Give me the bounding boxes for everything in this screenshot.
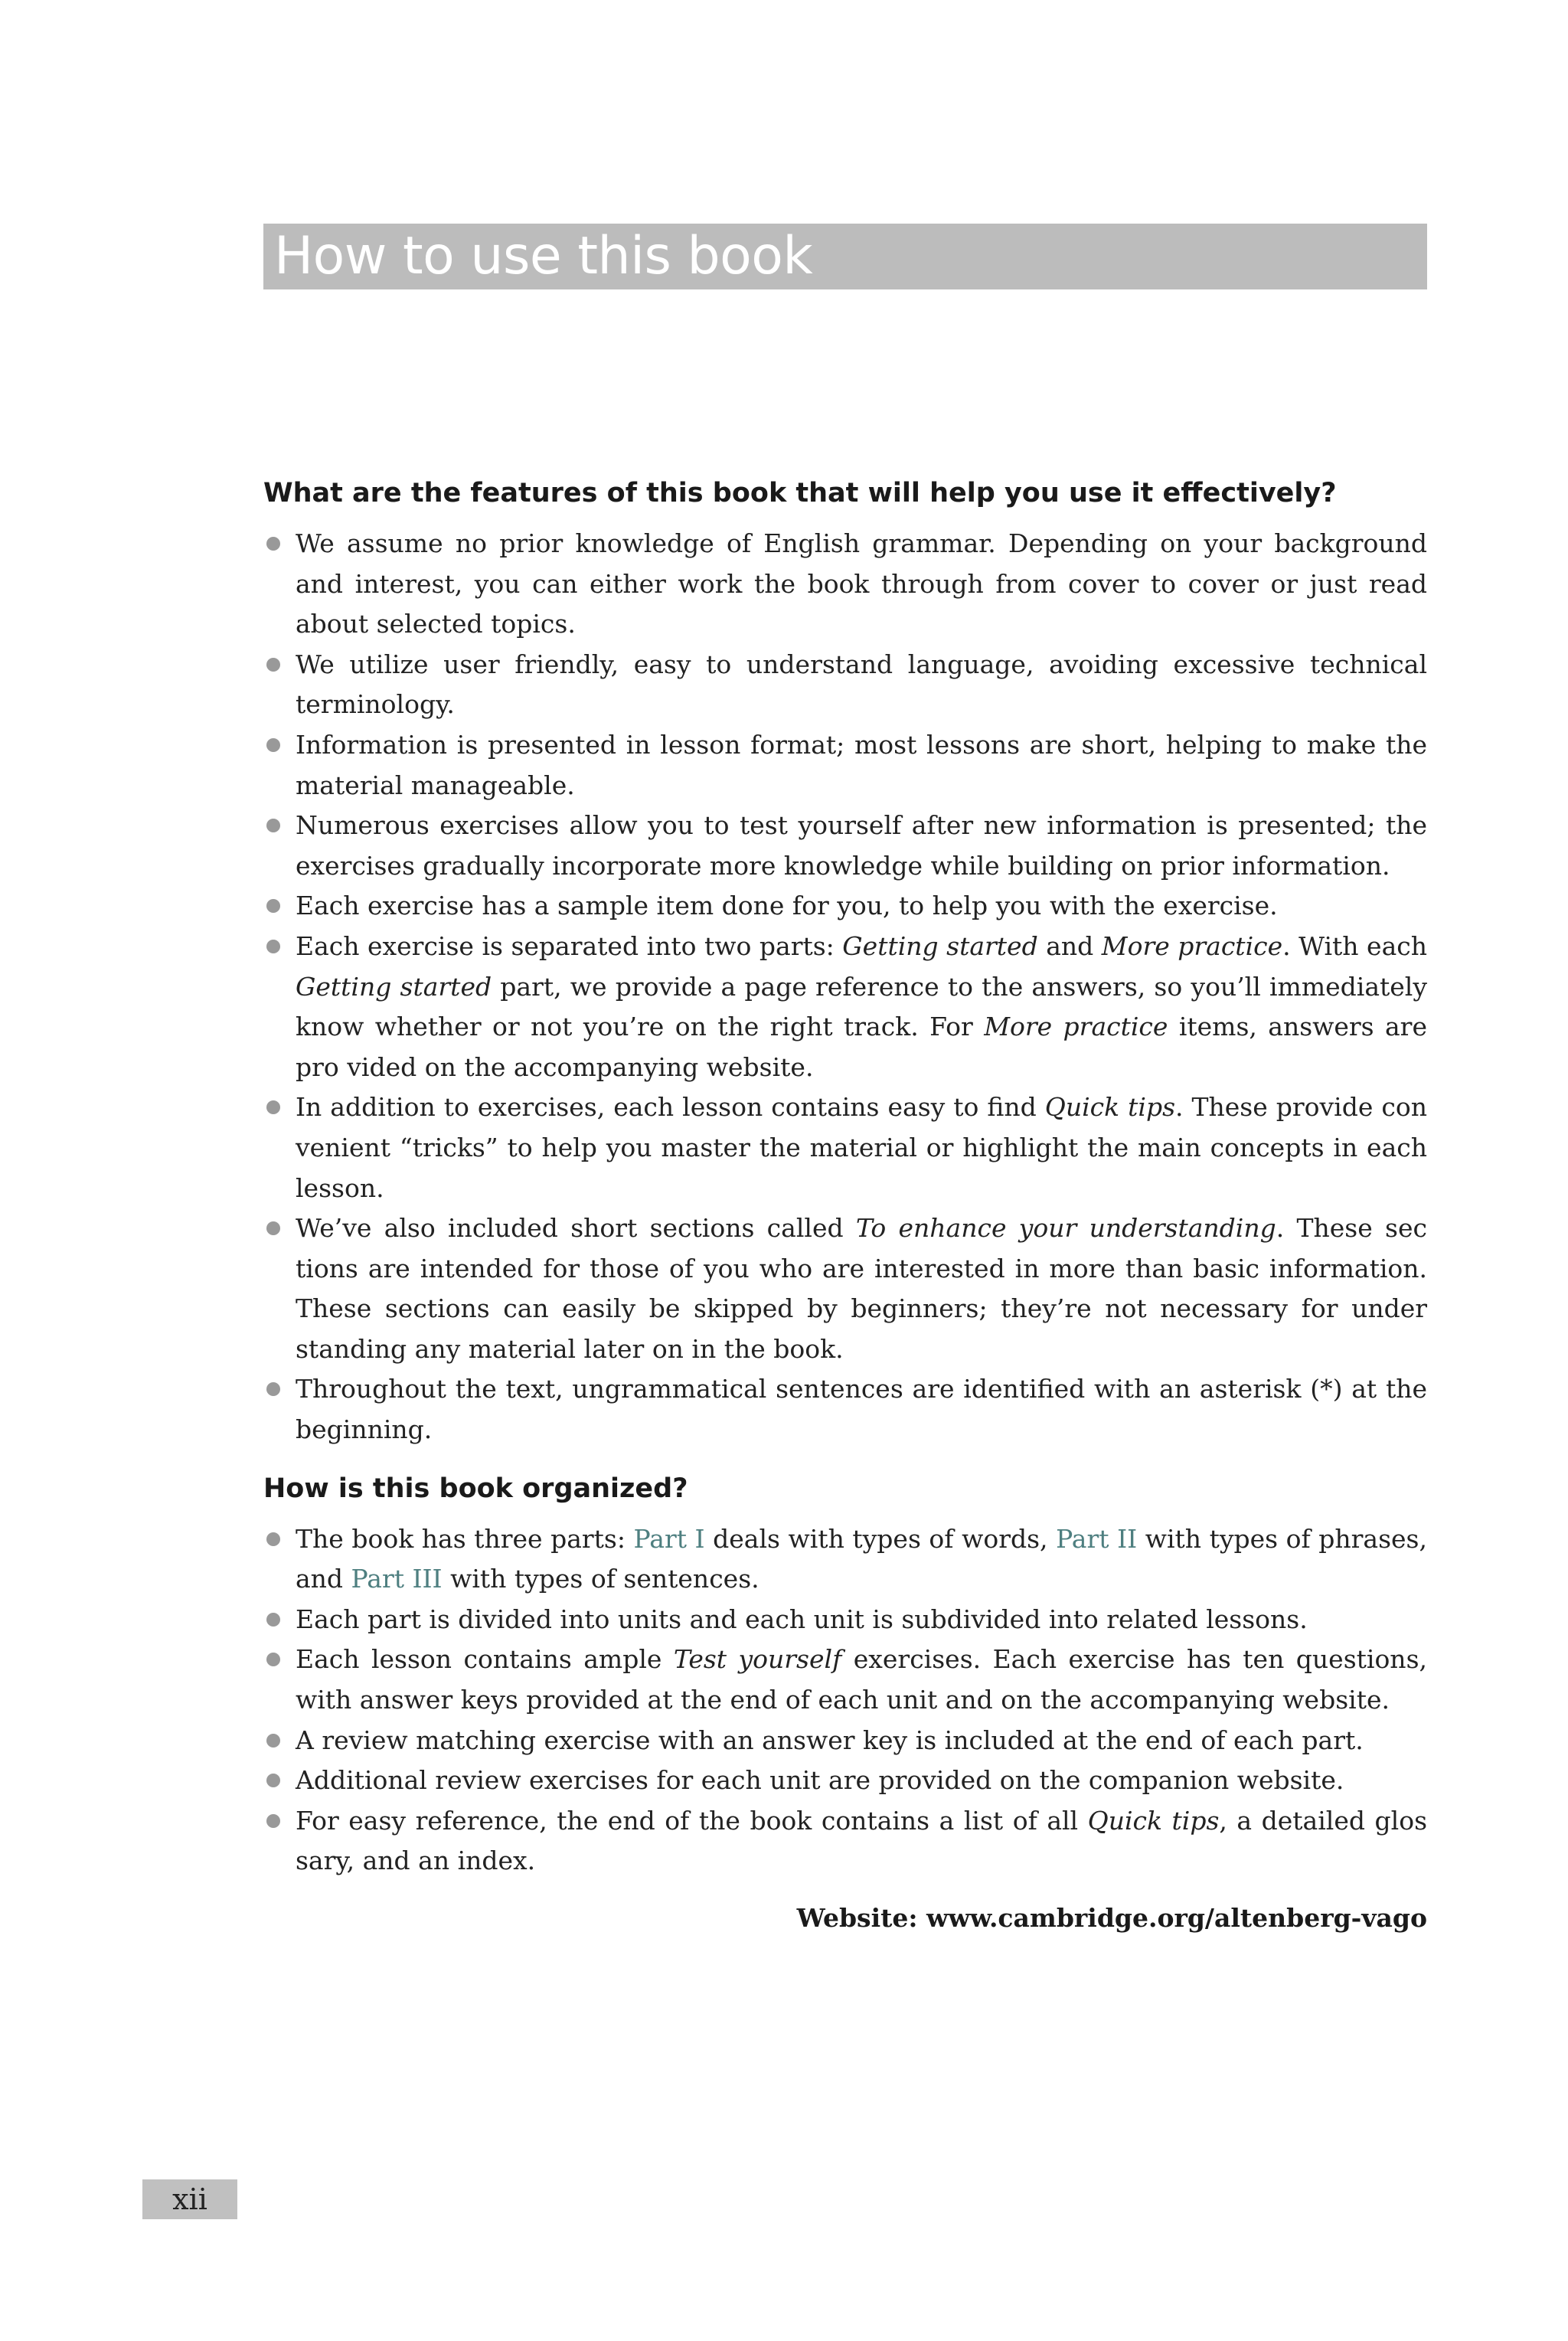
list-item: We’ve also included short sections called To enhance your understanding. These sec tions are intended for those of you who are interested in more than basic information. These sections can easily be skipped by beginners; they’re not necessary for under standing any material later on in the book. [263,1208,1427,1369]
bullet-icon [266,1382,280,1396]
features-heading: What are the features of this book that will help you use it effectively? [263,478,1337,508]
list-item: The book has three parts: Part I deals with types of words, Part II with types of phrases, and Part III with types of sentences. [263,1519,1427,1600]
list-item: In addition to exercises, each lesson contains easy to find Quick tips. These provide con venient “tricks” to help you master the material or highlight the main concepts in each lesson. [263,1087,1427,1208]
bullet-icon [266,1221,280,1235]
part-ii-link[interactable]: Part II [1056,1523,1138,1554]
list-item: Information is presented in lesson format; most lessons are short, helping to make the material manageable. [263,725,1427,806]
bullet-icon [266,1734,280,1748]
bullet-icon [266,1774,280,1787]
bullet-icon [266,658,280,672]
list-item: We assume no prior knowledge of English grammar. Depending on your background and interest, you can either work the book through from cover to cover or just read about selected topics. [263,524,1427,645]
part-iii-link[interactable]: Part III [351,1564,443,1594]
website-reference: Website: www.cambridge.org/altenberg-vago [796,1903,1427,1933]
bullet-icon [266,819,280,832]
list-item: Additional review exercises for each unit are provided on the companion website. [263,1761,1427,1801]
bullet-icon [266,1100,280,1114]
part-i-link[interactable]: Part I [633,1523,705,1554]
page-number: xii [142,2179,237,2219]
list-item: A review matching exercise with an answer key is included at the end of each part. [263,1721,1427,1761]
bullet-icon [266,537,280,551]
main-content [263,475,1427,1938]
bullet-icon [266,940,280,953]
bullet-icon [266,1653,280,1666]
organization-heading: How is this book organized? [263,1473,688,1504]
list-item: Numerous exercises allow you to test yourself after new information is presented; the exercises gradually incorporate more knowledge while building on prior information. [263,806,1427,886]
list-item: For easy reference, the end of the book contains a list of all Quick tips, a detailed glos sary, and an index. [263,1801,1427,1882]
bullet-icon [266,1532,280,1546]
organization-list [263,1519,1427,1882]
bullet-icon [266,899,280,913]
features-list [263,524,1427,1450]
list-item: Throughout the text, ungrammatical sentences are identified with an asterisk (*) at the beginning. [263,1369,1427,1450]
title-bar [263,224,1427,289]
list-item: Each part is divided into units and each unit is subdivided into related lessons. [263,1600,1427,1640]
bullet-icon [266,738,280,752]
page-title: How to use this book [274,226,813,286]
list-item: We utilize user friendly, easy to understand language, avoiding excessive technical terminology. [263,645,1427,725]
list-item: Each exercise has a sample item done for you, to help you with the exercise. [263,886,1427,927]
list-item: Each lesson contains ample Test yourself exercises. Each exercise has ten questions, with answer keys provided at the end of each unit and on the accompanying website. [263,1640,1427,1720]
list-item: Each exercise is separated into two parts: Getting started and More practice. With each Getting started part, we provide a page reference to the answers, so you’ll immediately know whether or not you’re on the right track. For More practice items, answers are pro vided on the accompanying website. [263,927,1427,1087]
bullet-icon [266,1814,280,1828]
bullet-icon [266,1613,280,1627]
